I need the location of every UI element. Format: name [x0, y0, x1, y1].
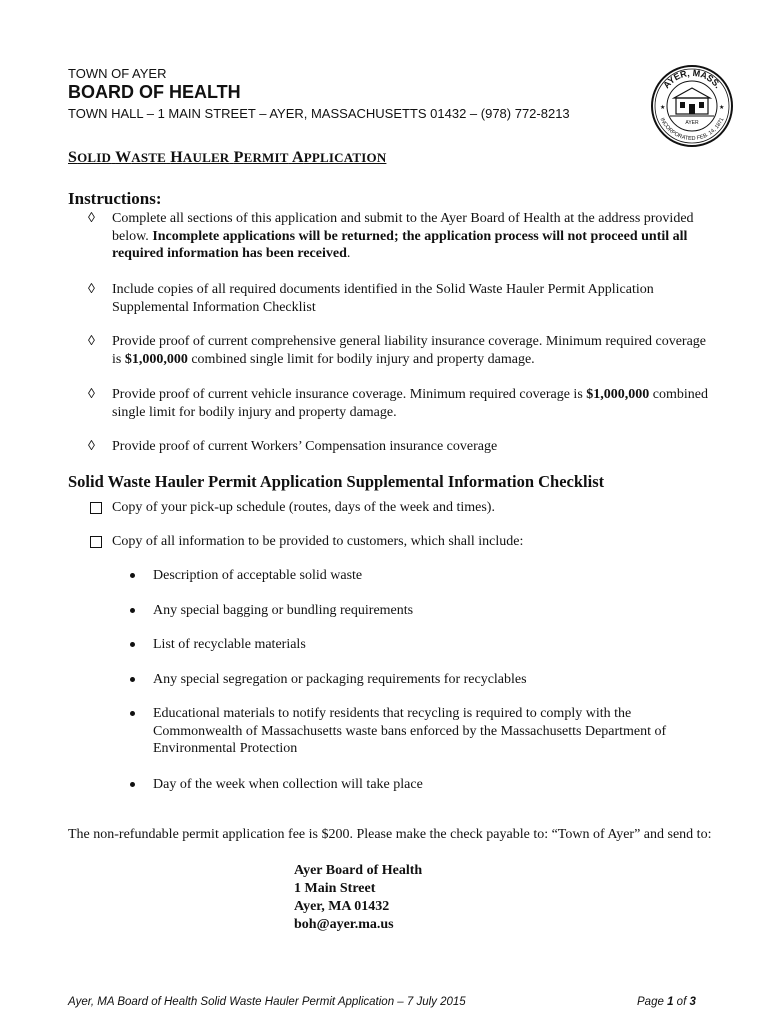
diamond-icon: ◊ — [88, 282, 95, 297]
list-item: Day of the week when collection will take place — [130, 776, 700, 794]
diamond-icon: ◊ — [88, 387, 95, 402]
checkbox-icon[interactable] — [90, 502, 102, 514]
checklist-heading: Solid Waste Hauler Permit Application Supplemental Information Checklist — [68, 472, 605, 491]
bullet-icon — [130, 782, 135, 787]
list-item: Educational materials to notify residents that recycling is required to comply with the Commonwealth of Massachusetts waste bans enforced by the Massachusetts Department of Environmental Protection — [130, 705, 700, 758]
board-name: BOARD OF HEALTH — [68, 82, 241, 102]
fee-paragraph: The non-refundable permit application fee is $200. Please make the check payable to: “Town of Ayer” and send to: — [68, 827, 712, 842]
bullet-icon — [130, 608, 135, 613]
seal-top-text: AYER, MASS. — [661, 67, 724, 91]
address-line: 1 Main Street — [294, 881, 376, 896]
email-address: boh@ayer.ma.us — [294, 917, 394, 932]
svg-text:★: ★ — [660, 105, 666, 111]
instruction-item: ◊ Complete all sections of this application and submit to the Ayer Board of Health at the address provided below. Incomplete applications will be returned; the application process will not proceed until all required information has been received. — [88, 211, 694, 261]
instructions-heading: Instructions: — [68, 189, 162, 208]
svg-text:★: ★ — [719, 105, 725, 111]
mailing-address — [294, 862, 422, 934]
page-number: Page 1 of 3 — [637, 996, 696, 1008]
instruction-item: ◊ Provide proof of current comprehensive general liability insurance coverage. Minimum required coverage is $1,000,000 combined single limit for bodily injury and property damage. — [88, 334, 706, 367]
seal-inner-text: AYER — [685, 120, 699, 126]
instruction-item: ◊ Include copies of all required documents identified in the Solid Waste Hauler Permit Application Supplemental Information Checklist — [88, 282, 654, 315]
list-item: Any special bagging or bundling requirements — [130, 602, 700, 620]
checkbox-icon[interactable] — [90, 536, 102, 548]
checklist-item: Copy of all information to be provided to customers, which shall include: — [68, 533, 708, 551]
checklist-item: Copy of your pick-up schedule (routes, days of the week and times). — [68, 499, 708, 517]
instruction-item: ◊ Provide proof of current vehicle insurance coverage. Minimum required coverage is $1,000,000 combined single limit for bodily injury and property damage. — [88, 387, 708, 420]
address-line: Ayer Board of Health — [294, 863, 423, 878]
list-item: Description of acceptable solid waste — [130, 567, 700, 585]
town-address: TOWN HALL – 1 MAIN STREET – AYER, MASSACHUSETTS 01432 – (978) 772-8213 — [68, 106, 570, 121]
bullet-icon — [130, 711, 135, 716]
town-name: TOWN OF AYER — [68, 66, 167, 81]
address-line: Ayer, MA 01432 — [294, 899, 390, 914]
list-item: Any special segregation or packaging requirements for recyclables — [130, 671, 700, 689]
bullet-icon — [130, 573, 135, 578]
diamond-icon: ◊ — [88, 211, 95, 226]
seal-bottom-text: INCORPORATED FEB. 14, 1871 — [658, 116, 726, 143]
diamond-icon: ◊ — [88, 334, 95, 349]
bullet-icon — [130, 677, 135, 682]
footer-text: Ayer, MA Board of Health Solid Waste Hauler Permit Application – 7 July 2015 — [68, 996, 466, 1008]
instruction-item: ◊ Provide proof of current Workers’ Compensation insurance coverage — [88, 439, 498, 454]
bullet-icon — [130, 642, 135, 647]
list-item: List of recyclable materials — [130, 636, 700, 654]
form-title: SOLID WASTE HAULER PERMIT APPLICATION — [68, 149, 387, 166]
town-seal-icon — [650, 64, 734, 148]
diamond-icon: ◊ — [88, 439, 95, 454]
